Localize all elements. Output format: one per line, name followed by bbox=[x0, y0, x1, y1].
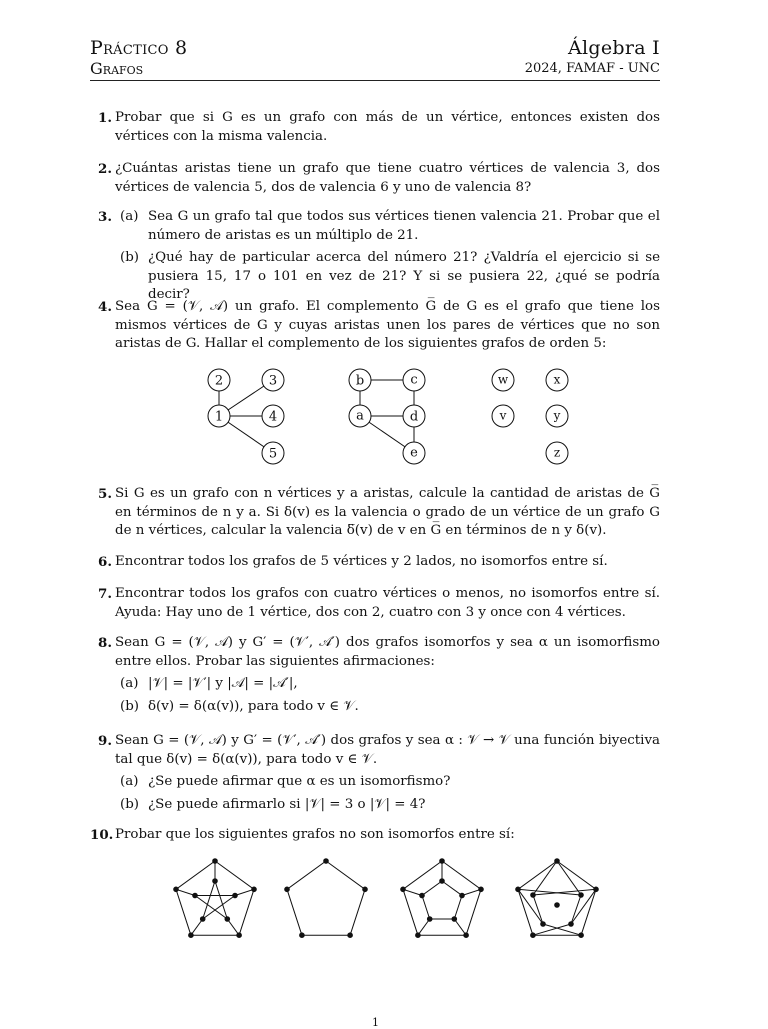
vertex-label: w bbox=[497, 372, 509, 387]
exercise-number: 5. bbox=[98, 486, 112, 502]
graphs-ex10 bbox=[165, 852, 605, 948]
vertex-label: 1 bbox=[214, 409, 224, 425]
exercise-number: 4. bbox=[98, 299, 112, 315]
exercise-text: Probar que si G es un grafo con más de un vértice, entonces existen dos vértices con la misma valencia. bbox=[115, 110, 660, 144]
part-label: (b) bbox=[120, 796, 140, 812]
exercise-part-a bbox=[120, 773, 660, 792]
course-title: Álgebra I bbox=[567, 37, 660, 59]
exercise-body bbox=[115, 634, 660, 716]
exercise-8 bbox=[90, 634, 660, 716]
graph-ex10-g2 bbox=[284, 858, 368, 938]
exercise-part-a bbox=[120, 208, 660, 245]
part-text: ¿Se puede afirmarlo si |𝒱| = 3 o |𝒱| = 4? bbox=[148, 796, 426, 812]
vertex-label: v bbox=[499, 408, 507, 423]
header-right bbox=[525, 37, 660, 79]
vertex-label: e bbox=[410, 445, 418, 461]
vertex-label: x bbox=[553, 372, 561, 387]
vertex-label: y bbox=[553, 408, 561, 423]
graph-ex10-g3 bbox=[400, 858, 484, 938]
graph-ex10-g4 bbox=[515, 858, 599, 938]
part-text: |𝒱| = |𝒱′| y |𝒜| = |𝒜′|, bbox=[148, 676, 298, 691]
exercise-number: 7. bbox=[98, 586, 112, 602]
exercise-7 bbox=[90, 585, 660, 622]
part-label: (a) bbox=[120, 774, 139, 789]
part-text: Sea G un grafo tal que todos sus vértices tienen valencia 21. Probar que el número de aristas es un múltiplo de 21. bbox=[148, 209, 660, 243]
vertex-label: 2 bbox=[214, 373, 224, 389]
exercise-parts bbox=[115, 208, 660, 305]
part-label: (a) bbox=[120, 676, 139, 691]
graph-ex4-g3 bbox=[479, 364, 579, 468]
exercise-1 bbox=[90, 109, 660, 146]
exercise-text: ¿Cuántas aristas tiene un grafo que tiene cuatro vértices de valencia 3, dos vértices de valencia 5, dos de valencia 6 y uno de valencia 8? bbox=[115, 161, 660, 195]
exercise-3 bbox=[90, 208, 660, 305]
exercise-part-b bbox=[120, 796, 660, 815]
page-number: 1 bbox=[372, 1016, 379, 1029]
exercise-text: Encontrar todos los grafos con cuatro vértices o menos, no isomorfos entre sí. Ayuda: Hay uno de 1 vértice, dos con 2, cuatro con 3 y once con 4 vértices. bbox=[115, 586, 660, 620]
vertex-label: a bbox=[356, 408, 364, 424]
exercise-text: Probar que los siguientes grafos no son isomorfos entre sí: bbox=[115, 827, 515, 842]
exercise-number: 2. bbox=[98, 161, 112, 177]
exercise-part-b bbox=[120, 698, 660, 717]
exercise-text: Si G es un grafo con n vértices y a aristas, calcule la cantidad de aristas de G̅ en términos de n y a. Si δ(v) es la valencia o grado de un vértice de un grafo G de n vértices, calcular la valencia δ̅(v) de v en G̅ en términos de n y δ(v). bbox=[115, 486, 660, 538]
exercise-number: 6. bbox=[98, 554, 112, 570]
header-left bbox=[90, 37, 187, 79]
exercise-text: Sea G = (𝒱, 𝒜) un grafo. El complemento G̅ de G es el grafo que tiene los mismos vértices de G y cuyas aristas unen los pares de vértices que no son aristas de G. Hallar el complemento de los siguientes grafos de orden 5: bbox=[115, 299, 660, 351]
exercise-text: Sean G = (𝒱, 𝒜) y G′ = (𝒱′, 𝒜′) dos grafos isomorfos y sea α un isomorfismo entre ellos. Probar las siguientes afirmaciones: bbox=[115, 635, 660, 669]
vertex-label: 3 bbox=[268, 373, 278, 389]
graph-ex4-g2 bbox=[336, 364, 436, 468]
exercise-9 bbox=[90, 732, 660, 814]
exercise-part-b bbox=[120, 249, 660, 305]
part-text: δ(v) = δ(α(v)), para todo v ∈ 𝒱. bbox=[148, 698, 359, 714]
exercise-number: 9. bbox=[98, 733, 112, 749]
exercise-part-a bbox=[120, 675, 660, 694]
part-text: ¿Se puede afirmar que α es un isomorfismo? bbox=[148, 774, 451, 789]
practice-title: Práctico 8 bbox=[90, 37, 188, 59]
exercise-text: Sean G = (𝒱, 𝒜) y G′ = (𝒱′, 𝒜′) dos grafos y sea α : 𝒱 → 𝒱 una función biyectiva tal que δ(v) = δ(α(v)), para todo v ∈ 𝒱. bbox=[115, 733, 660, 767]
part-label: (b) bbox=[120, 698, 140, 714]
exercise-number: 10. bbox=[90, 827, 114, 843]
practice-subtitle: Grafos bbox=[90, 59, 144, 78]
exercise-4 bbox=[90, 298, 660, 354]
course-subtitle: 2024, FAMAF - UNC bbox=[524, 61, 660, 76]
vertex-label: 4 bbox=[268, 409, 278, 425]
part-text: ¿Qué hay de particular acerca del número 21? ¿Valdría el ejercicio si se pusiera 15, 17 o 101 en vez de 21? Y si se pusiera 22, ¿qué se podría decir? bbox=[148, 250, 660, 302]
vertex-label: 5 bbox=[268, 446, 278, 462]
exercise-number: 1. bbox=[98, 110, 112, 126]
part-label: (a) bbox=[120, 209, 139, 224]
vertex-label: b bbox=[355, 373, 365, 389]
vertex-label: d bbox=[409, 409, 419, 425]
graph-ex10-g1 bbox=[173, 858, 257, 938]
exercise-5 bbox=[90, 485, 660, 541]
vertex-label: c bbox=[410, 372, 418, 388]
exercise-text: Encontrar todos los grafos de 5 vértices y 2 lados, no isomorfos entre sí. bbox=[115, 554, 608, 569]
header-rule bbox=[90, 80, 660, 81]
exercise-body bbox=[115, 732, 660, 814]
graph-ex4-g1 bbox=[195, 364, 295, 468]
exercise-number: 8. bbox=[98, 635, 112, 651]
exercise-6 bbox=[90, 553, 660, 572]
part-label: (b) bbox=[120, 250, 140, 265]
exercise-number: 3. bbox=[98, 209, 112, 225]
exercise-10 bbox=[90, 826, 660, 845]
exercise-2 bbox=[90, 160, 660, 197]
vertex-label: z bbox=[553, 445, 561, 460]
